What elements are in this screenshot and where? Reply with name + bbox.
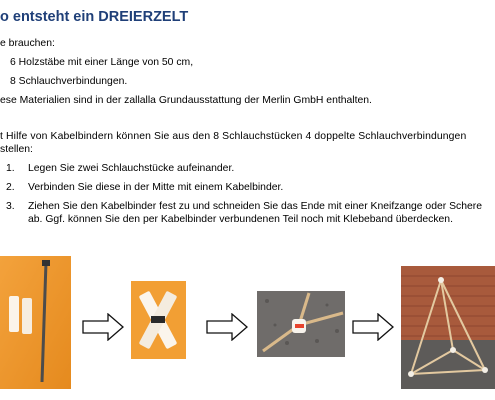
- right-arrow-icon: [82, 313, 124, 341]
- step-text: Verbinden Sie diese in der Mitte mit einem Kabelbinder.: [28, 182, 284, 193]
- step-text-continued: ab. Ggf. können Sie den per Kabelbinder verbundenen Teil noch mit Klebeband überdecken.: [28, 214, 453, 225]
- step-number: 1.: [6, 163, 15, 174]
- step-number: 3.: [6, 201, 15, 212]
- right-arrow-icon: [352, 313, 394, 341]
- material-item: 8 Schlauchverbindungen.: [10, 76, 128, 87]
- connector-with-sticks-photo: [257, 291, 345, 357]
- step-item: [6, 181, 283, 194]
- tent-frame-photo: [401, 266, 495, 389]
- step-text: Ziehen Sie den Kabelbinder fest zu und schneiden Sie das Ende mit einer Kneifzange oder Schere: [28, 201, 483, 212]
- step-text: Legen Sie zwei Schlauchstücke aufeinander.: [28, 163, 235, 174]
- crossed-tubes-photo: [131, 281, 186, 359]
- instructions-intro-continued: stellen:: [0, 144, 33, 155]
- material-item: 6 Holzstäbe mit einer Länge von 50 cm,: [10, 57, 194, 68]
- availability-note: ese Materialien sind in der zallalla Grundausstattung der Merlin GmbH enthalten.: [0, 95, 372, 106]
- right-arrow-icon: [206, 313, 248, 341]
- materials-intro: e brauchen:: [0, 38, 55, 49]
- step-item: [6, 162, 234, 175]
- instructions-intro: t Hilfe von Kabelbindern können Sie aus den 8 Schlauchstücken 4 doppelte Schlauchverbindungen: [0, 131, 467, 142]
- page-title: o entsteht ein DREIERZELT: [0, 9, 189, 25]
- step-number: 2.: [6, 182, 15, 193]
- step-item: [6, 200, 482, 213]
- tubes-and-cable-tie-photo: [0, 256, 71, 389]
